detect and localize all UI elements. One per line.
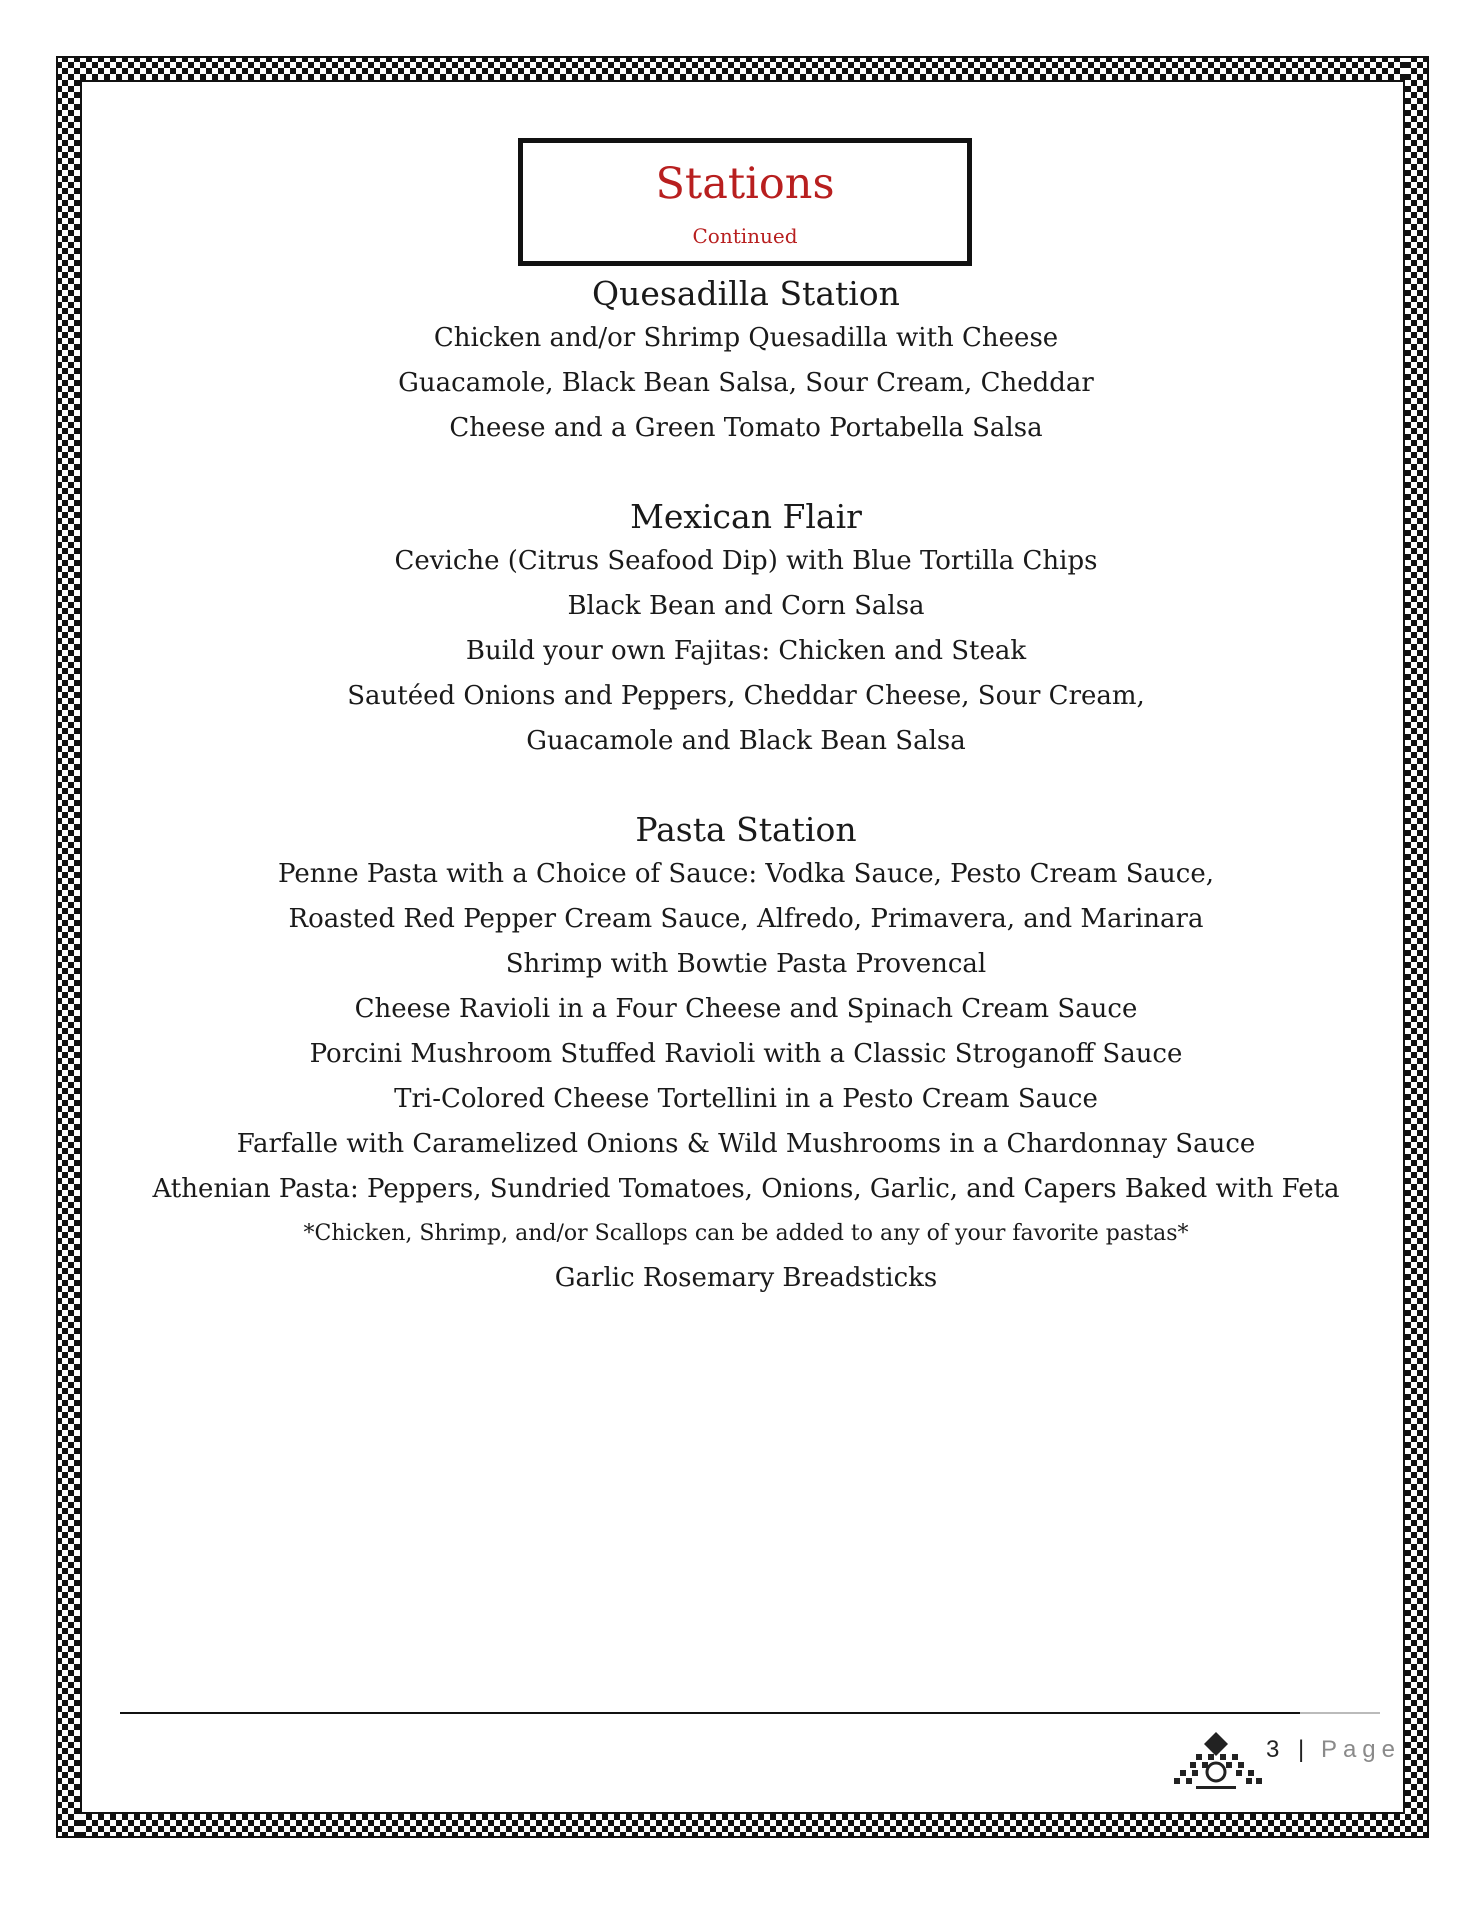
menu-item: Sautéed Onions and Peppers, Cheddar Cheese, Sour Cream,: [347, 681, 1145, 711]
menu-item: Cheese and a Green Tomato Portabella Salsa: [449, 413, 1043, 443]
section-heading: Pasta Station: [635, 810, 857, 849]
page-number-value: 3: [1266, 1736, 1286, 1763]
section-gap: [96, 451, 1396, 495]
section-pasta-station: [96, 808, 1396, 1301]
menu-item: Farfalle with Caramelized Onions & Wild Mushrooms in a Chardonnay Sauce: [236, 1129, 1256, 1159]
menu-item: Tri-Colored Cheese Tortellini in a Pesto Cream Sauce: [394, 1084, 1098, 1114]
checkered-logo-icon: [1166, 1728, 1266, 1800]
menu-item: Black Bean and Corn Salsa: [567, 591, 925, 621]
section-heading: Quesadilla Station: [592, 274, 900, 313]
checker-border-left: [56, 56, 80, 1838]
section-quesadilla-station: [96, 272, 1396, 451]
checker-border-right: [1405, 56, 1429, 1838]
menu-item: Guacamole and Black Bean Salsa: [526, 726, 966, 756]
page-label: Page: [1320, 1736, 1401, 1763]
menu-item: Ceviche (Citrus Seafood Dip) with Blue Tortilla Chips: [394, 546, 1098, 576]
menu-item: Cheese Ravioli in a Four Cheese and Spinach Cream Sauce: [354, 994, 1138, 1024]
menu-item: Guacamole, Black Bean Salsa, Sour Cream, Cheddar: [398, 368, 1094, 398]
menu-note: *Chicken, Shrimp, and/or Scallops can be added to any of your favorite pastas*: [303, 1221, 1189, 1246]
menu-item: Build your own Fajitas: Chicken and Steak: [465, 636, 1027, 666]
menu-item: Porcini Mushroom Stuffed Ravioli with a Classic Stroganoff Sauce: [309, 1039, 1183, 1069]
page-subtitle: Continued: [692, 224, 798, 249]
menu-content: [96, 272, 1396, 1301]
page-title: Stations: [655, 159, 835, 209]
title-box: [518, 138, 972, 266]
page-number-separator: |: [1298, 1736, 1309, 1763]
menu-item: Penne Pasta with a Choice of Sauce: Vodka Sauce, Pesto Cream Sauce,: [278, 859, 1214, 889]
menu-item: Chicken and/or Shrimp Quesadilla with Cheese: [433, 323, 1059, 353]
section-heading: Mexican Flair: [630, 497, 862, 536]
footer-rule: [120, 1712, 1380, 1714]
menu-item: Roasted Red Pepper Cream Sauce, Alfredo, Primavera, and Marinara: [288, 904, 1204, 934]
checker-border-top: [56, 56, 1429, 80]
page-number: [1266, 1736, 1401, 1764]
menu-item: Shrimp with Bowtie Pasta Provencal: [505, 949, 987, 979]
section-gap: [96, 764, 1396, 808]
menu-item: Athenian Pasta: Peppers, Sundried Tomatoes, Onions, Garlic, and Capers Baked with Feta: [152, 1174, 1340, 1204]
menu-item: Garlic Rosemary Breadsticks: [554, 1263, 938, 1293]
footer-rule-tail: [1300, 1712, 1380, 1714]
checker-border-bottom: [56, 1814, 1429, 1838]
section-mexican-flair: [96, 495, 1396, 764]
